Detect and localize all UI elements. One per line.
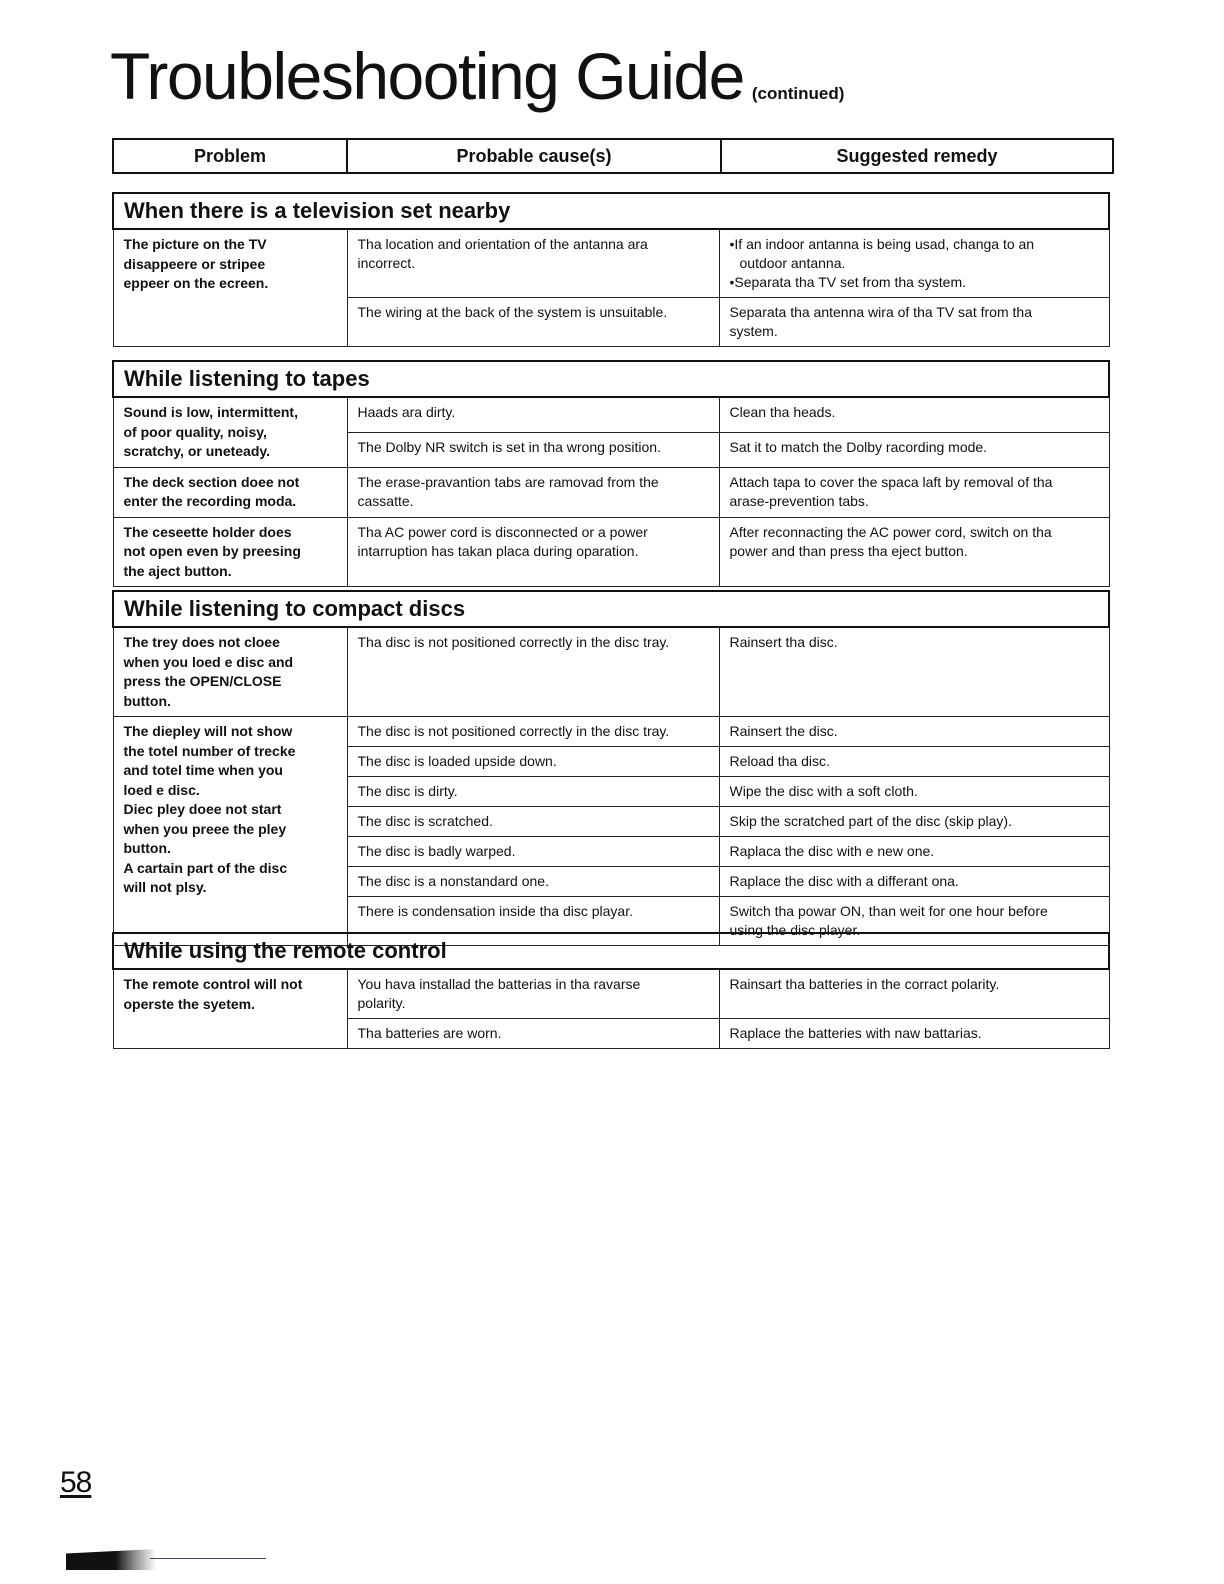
cause-text: The erase-pravantion tabs are ramovad from the <box>357 473 659 490</box>
problem-text: The picture on the TV <box>123 236 267 252</box>
cause-cell <box>347 467 719 517</box>
problem-cell <box>113 969 347 1049</box>
problem-text: when you loed e disc and <box>123 653 294 670</box>
page-title-block <box>110 38 844 114</box>
remedy-cell <box>719 837 1109 867</box>
remedy-text: Rainsart tha batteries in the corract polarity. <box>729 976 1000 992</box>
cause-text: intarruption has takan placa during oparation. <box>357 542 639 559</box>
remedy-text: •If an indoor antanna is being usad, changa to an <box>729 236 1035 252</box>
remedy-text: Switch tha powar ON, than weit for one hour before <box>729 903 1048 919</box>
section-title-row <box>113 193 1109 229</box>
cause-cell <box>347 969 719 1019</box>
header-cause: Probable cause(s) <box>347 139 721 173</box>
cause-text: Tha disc is not positioned correctly in the disc tray. <box>357 634 670 650</box>
cause-text: There is condensation inside tha disc playar. <box>357 903 633 919</box>
remedy-text: After reconnacting the AC power cord, switch on tha <box>729 523 1052 540</box>
cause-cell <box>347 777 719 807</box>
remedy-text: system. <box>729 323 778 339</box>
problem-text: enter the recording moda. <box>123 493 297 509</box>
cause-text: The disc is dirty. <box>357 783 458 799</box>
remedy-text: Rainsert the disc. <box>729 723 838 739</box>
remedy-cell <box>719 467 1109 517</box>
section-table <box>112 932 1110 1049</box>
problem-text: when you preee the pley <box>123 820 287 837</box>
remedy-cell <box>719 867 1109 897</box>
problem-text: A cartain part of the disc <box>123 859 288 876</box>
remedy-text: using the disc player. <box>729 922 861 938</box>
problem-text: The ceseette holder does <box>123 523 292 540</box>
remedy-text: Skip the scratched part of the disc (skip play). <box>729 813 1012 829</box>
cause-text: Tha AC power cord is disconnected or a power <box>357 523 648 540</box>
problem-text: Sound is low, intermittent, <box>123 404 298 420</box>
problem-text: operste the syetem. <box>123 995 255 1012</box>
problem-text: the aject button. <box>123 562 232 579</box>
cause-text: cassatte. <box>357 492 414 509</box>
scan-corner-mark <box>66 1540 156 1570</box>
column-header-table <box>112 138 1114 174</box>
problem-text: eppeer on the ecreen. <box>123 275 269 291</box>
remedy-text: arase-prevention tabs. <box>729 492 869 509</box>
page-title: Troubleshooting Guide <box>110 39 744 113</box>
remedy-cell <box>719 1019 1109 1049</box>
cause-cell <box>347 397 719 432</box>
page-title-continued: (continued) <box>751 84 845 103</box>
remedy-text: Rainsert tha disc. <box>729 634 838 650</box>
problem-text: The deck section doee not <box>123 473 300 490</box>
problem-text: and totel time when you <box>123 762 283 778</box>
problem-cell <box>113 717 347 946</box>
section-title: While listening to compact discs <box>113 591 1109 627</box>
problem-text: loed e disc. <box>123 781 200 798</box>
table-row <box>113 397 1109 432</box>
cause-cell <box>347 298 719 347</box>
cause-text: The disc is not positioned correctly in the disc tray. <box>357 723 670 739</box>
cause-text: The disc is badly warped. <box>357 843 516 859</box>
section-table <box>112 360 1110 587</box>
cause-text: Haads ara dirty. <box>357 404 456 420</box>
remedy-cell <box>719 717 1109 747</box>
section-title-row <box>113 591 1109 627</box>
problem-text: button. <box>123 692 171 709</box>
cause-cell <box>347 837 719 867</box>
section-title-row <box>113 933 1109 969</box>
remedy-cell <box>719 807 1109 837</box>
scan-corner-line <box>150 1558 266 1559</box>
remedy-text: power and than press tha eject button. <box>729 542 968 559</box>
header-problem: Problem <box>113 139 347 173</box>
table-row <box>113 717 1109 747</box>
problem-cell <box>113 517 347 587</box>
remedy-cell <box>719 432 1109 467</box>
cause-cell <box>347 867 719 897</box>
cause-cell <box>347 747 719 777</box>
remedy-text: Reload tha disc. <box>729 753 830 769</box>
remedy-cell <box>719 747 1109 777</box>
remedy-text: Wipe the disc with a soft cloth. <box>729 783 918 799</box>
cause-cell <box>347 517 719 587</box>
remedy-text: Sat it to match the Dolby racording mode. <box>729 438 988 455</box>
cause-text: You hava installad the batterias in tha ravarse <box>357 976 641 992</box>
remedy-text: Raplace the batteries with naw battarias. <box>729 1025 982 1041</box>
problem-text: not open even by preesing <box>123 543 301 559</box>
table-row <box>113 229 1109 298</box>
cause-cell <box>347 229 719 298</box>
cause-text: incorrect. <box>357 255 416 271</box>
problem-text: Diec pley doee not start <box>123 801 282 817</box>
remedy-cell <box>719 777 1109 807</box>
section-table <box>112 192 1110 347</box>
cause-cell <box>347 807 719 837</box>
remedy-text: Raplaca the disc with e new one. <box>729 843 935 859</box>
problem-text: The trey does not cloee <box>123 634 280 650</box>
cause-text: The disc is a nonstandard one. <box>357 873 549 889</box>
remedy-text: Separata tha antenna wira of tha TV sat from tha <box>729 304 1032 320</box>
header-remedy: Suggested remedy <box>721 139 1113 173</box>
cause-text: The Dolby NR switch is set in tha wrong position. <box>357 438 661 455</box>
table-row <box>113 969 1109 1019</box>
cause-text: The disc is scratched. <box>357 813 493 829</box>
remedy-text: Raplace the disc with a differant ona. <box>729 873 959 889</box>
section-title: While using the remote control <box>113 933 1109 969</box>
remedy-cell <box>719 627 1109 717</box>
remedy-text: outdoor antanna. <box>739 255 846 271</box>
remedy-cell <box>719 298 1109 347</box>
section-title-row <box>113 361 1109 397</box>
problem-text: press the OPEN/CLOSE <box>123 673 282 689</box>
remedy-text: •Separata tha TV set from tha system. <box>729 274 967 290</box>
problem-text: of poor quality, noisy, <box>123 423 267 440</box>
cause-text: The disc is loaded upside down. <box>357 753 557 769</box>
cause-cell <box>347 717 719 747</box>
table-row <box>113 517 1109 587</box>
remedy-cell <box>719 229 1109 298</box>
problem-text: The remote control will not <box>123 976 303 992</box>
remedy-cell <box>719 517 1109 587</box>
section-title: While listening to tapes <box>113 361 1109 397</box>
problem-text: disappeere or stripee <box>123 255 266 272</box>
problem-text: The diepley will not show <box>123 723 293 739</box>
section-table <box>112 590 1110 946</box>
remedy-text: Attach tapa to cover the spaca laft by removal of tha <box>729 473 1053 490</box>
problem-cell <box>113 229 347 347</box>
problem-text: button. <box>123 840 171 856</box>
page-number: 58 <box>60 1466 92 1499</box>
problem-cell <box>113 467 347 517</box>
cause-text: Tha location and orientation of the antanna ara <box>357 236 648 252</box>
cause-cell <box>347 1019 719 1049</box>
remedy-text: Clean tha heads. <box>729 404 836 420</box>
table-row <box>113 467 1109 517</box>
problem-cell <box>113 397 347 467</box>
problem-text: scratchy, or uneteady. <box>123 443 271 459</box>
problem-cell <box>113 627 347 717</box>
cause-text: Tha batteries are worn. <box>357 1025 502 1041</box>
remedy-cell <box>719 397 1109 432</box>
cause-text: polarity. <box>357 995 406 1011</box>
table-row <box>113 627 1109 717</box>
problem-text: the totel number of trecke <box>123 742 296 759</box>
remedy-cell <box>719 969 1109 1019</box>
section-title: When there is a television set nearby <box>113 193 1109 229</box>
cause-text: The wiring at the back of the system is unsuitable. <box>357 304 668 320</box>
column-header-row <box>113 139 1113 173</box>
cause-cell <box>347 627 719 717</box>
problem-text: will not plsy. <box>123 879 207 895</box>
cause-cell <box>347 432 719 467</box>
